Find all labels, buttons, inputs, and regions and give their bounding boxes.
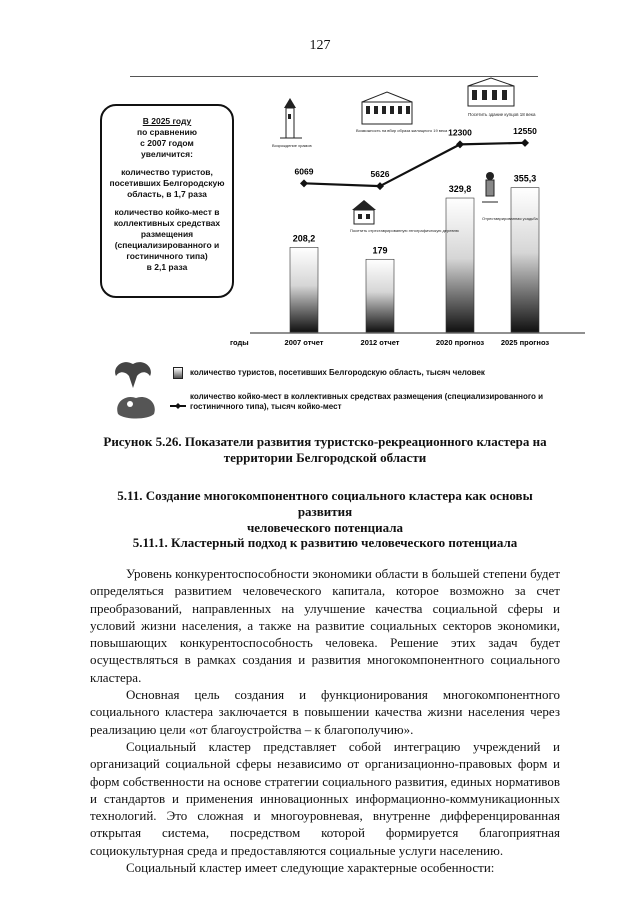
heading-line: 5.11. Создание многокомпонентного социального кластера как основы развития (117, 488, 533, 519)
annotation-text: Посетить отреставрированную этнографическую деревню (350, 228, 459, 233)
bar-value-label: 208,2 (292, 233, 316, 244)
category-label: 2020 прогноз (435, 338, 485, 347)
line-point (300, 179, 308, 187)
legend-line: гостиничного типа), тысяч койко-мест (190, 402, 342, 411)
callout-line: количество койко-мест в (114, 207, 220, 217)
line-value-label: 12550 (513, 125, 537, 136)
callout-line: В 2025 году (142, 116, 192, 126)
body-text (90, 565, 560, 876)
callout-line: увеличится: (141, 149, 193, 159)
subsection-heading: 5.11.1. Кластерный подход к развитию человеческого потенциала (132, 535, 518, 550)
callout-line: гостиничного типа) (126, 251, 208, 261)
annotation-text: Возрождение храмов (272, 143, 312, 148)
bar-tourists (290, 247, 318, 332)
bar-value-label: 179 (372, 245, 388, 256)
callout-line: область, в 1,7 раза (127, 189, 207, 199)
line-value-label: 12300 (448, 127, 472, 138)
callout-box (100, 104, 234, 298)
paragraph: Социальный кластер представляет собой интеграцию учреждений и организаций социальной сферы независимо от организационно-правовых форм и форм собственности на основе стратегии социального развития, единых нормативов и стандартов и применения инновационных информационно-коммуникационных технологий. Это сложная и многоуровневая, внутренне дифференцированная открытая система, посредством которой формируется благоприятная социокультурная среда и предоставляются социальные услуги населению. (90, 738, 560, 858)
paragraph: Социальный кластер имеет следующие характерные особенности: (126, 860, 495, 876)
section-heading (90, 488, 560, 536)
line-point (456, 140, 464, 148)
legend-item-beds (190, 392, 580, 412)
category-label: 2025 прогноз (500, 338, 550, 347)
heading-line: человеческого потенциала (246, 520, 404, 535)
coat-of-arms-lion-icon (112, 392, 160, 422)
callout-line: количество туристов, (121, 167, 213, 177)
paragraph: Уровень конкурентоспособности экономики области в большей степени будет определяться развитием человеческого капитала, которое возможно за счет преобразований, направленных на улучшение качества социальной сферы и условий жизни населения, а также на развитие социальных секторов экономики, повышающих конкурентоспособность человека. Решение этих задач будет осуществляться в рамках создания и развития многокомпонентного социального кластера. (90, 566, 560, 685)
bar-tourists (366, 259, 394, 332)
caption-line: территории Белгородской области (223, 450, 427, 465)
bar-value-label: 329,8 (448, 184, 472, 195)
tower-sketch-icon (280, 98, 302, 138)
line-value-label: 6069 (294, 166, 314, 177)
bar-value-label: 355,3 (513, 173, 537, 184)
annotation-text: Возможность на вбир образа жилищного 19 века (356, 128, 448, 133)
callout-line: размещения (140, 229, 194, 239)
callout-line: коллективных средствах (113, 218, 221, 228)
figure-caption (90, 434, 560, 466)
tourism-chart (230, 80, 590, 360)
figure-sketch-icon (482, 172, 498, 202)
legend-swatch-line-icon (170, 396, 186, 402)
village-house-icon (352, 200, 376, 224)
category-label: 2012 отчет (360, 338, 400, 347)
line-value-label: 5626 (370, 169, 390, 180)
legend-item-tourists: количество туристов, посетивших Белгородскую область, тысяч человек (190, 368, 485, 377)
callout-line: по сравнению (136, 127, 198, 137)
manor-sketch-icon (362, 92, 412, 124)
callout-line: в 2,1 раза (146, 262, 188, 272)
annotation-text: Отреставрированная усадьба (482, 216, 538, 221)
chart-svg (230, 80, 590, 360)
page-number: 127 (309, 38, 331, 53)
coat-of-arms-eagle-icon (112, 360, 154, 390)
callout-line: с 2007 годом (140, 138, 194, 148)
merchant-house-icon (468, 78, 514, 106)
header-rule (130, 76, 538, 77)
legend-swatch-bar-icon (173, 367, 183, 379)
callout-line: (специализированного и (114, 240, 220, 250)
paragraph: Основная цель создания и функционирования многокомпонентного социального кластера заключается в повышении качества жизни населения через реализацию цели «от благоустройства – к благополучию». (90, 687, 560, 737)
bar-tourists (511, 188, 539, 332)
caption-line: Рисунок 5.26. Показатели развития туристско-рекреационного кластера на (103, 434, 547, 449)
bar-tourists (446, 198, 474, 332)
line-point (376, 182, 384, 190)
line-point (521, 139, 529, 147)
callout-line: посетивших Белгородскую (109, 178, 225, 188)
axis-label: годы (230, 338, 249, 347)
annotation-text: Посетить здание купцов 18 века (468, 112, 536, 117)
category-label: 2007 отчет (284, 338, 324, 347)
legend-line: количество койко-мест в коллективных средствах размещения (специализированного и (190, 392, 544, 401)
